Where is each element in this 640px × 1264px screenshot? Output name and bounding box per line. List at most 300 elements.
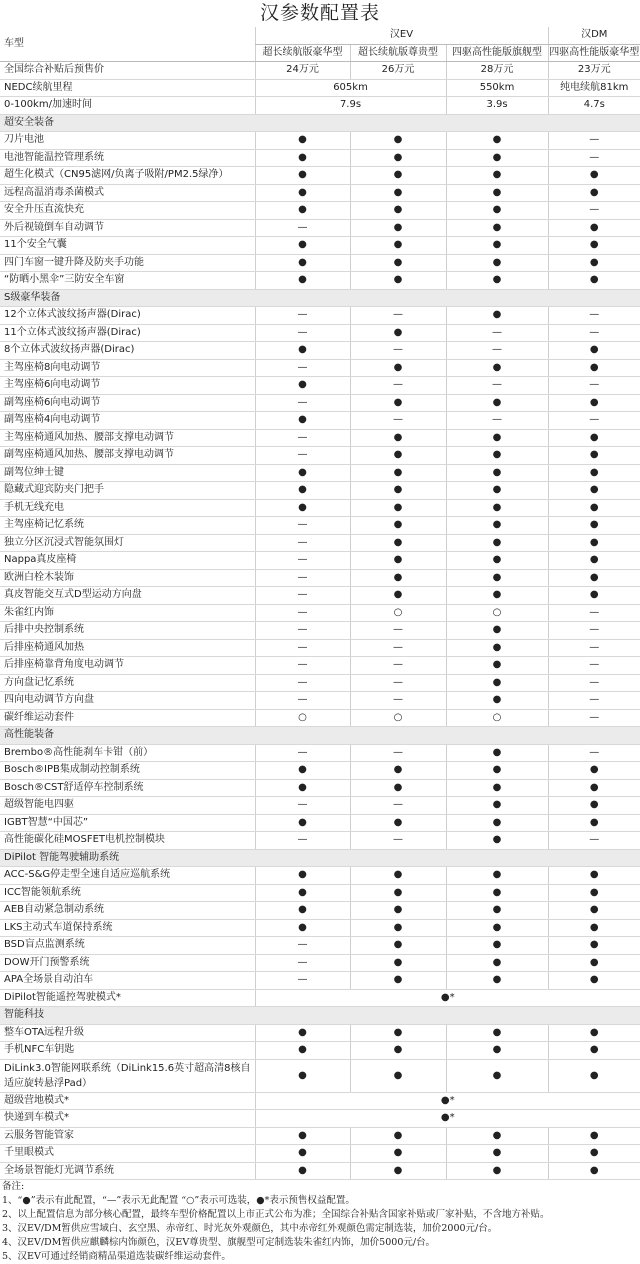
feature-value: ● (350, 569, 446, 587)
feature-value: ● (446, 657, 548, 675)
feature-value: ● (255, 1127, 350, 1145)
section-header (0, 849, 640, 867)
table-row (0, 1110, 640, 1128)
model-name: 超长续航版尊贵型 (350, 44, 446, 62)
feature-value: — (350, 832, 446, 850)
spec-value: 纯电续航81km (548, 79, 640, 97)
table-row (0, 499, 640, 517)
feature-value: — (548, 377, 640, 395)
feature-value: ● (255, 254, 350, 272)
feature-value: ● (548, 219, 640, 237)
feature-value: ● (548, 954, 640, 972)
feature-value: ● (446, 779, 548, 797)
table-row (0, 709, 640, 727)
feature-value: ● (350, 1059, 446, 1092)
table-row (0, 167, 640, 185)
feature-value: ○ (446, 604, 548, 622)
feature-label: 11个安全气囊 (0, 237, 255, 255)
feature-value: ● (548, 972, 640, 990)
feature-label: LKS主动式车道保持系统 (0, 919, 255, 937)
feature-value: ● (446, 972, 548, 990)
feature-label: 副驾座椅6向电动调节 (0, 394, 255, 412)
feature-label: 朱雀红内饰 (0, 604, 255, 622)
feature-label: Brembo®高性能刹车卡钳（前） (0, 744, 255, 762)
feature-value: — (350, 622, 446, 640)
feature-value: ● (446, 237, 548, 255)
spec-value: 23万元 (548, 62, 640, 80)
feature-label: DiPilot智能遥控驾驶模式* (0, 989, 255, 1007)
feature-label: 手机NFC车钥匙 (0, 1042, 255, 1060)
feature-label: 千里眼模式 (0, 1145, 255, 1163)
feature-value: ● (548, 499, 640, 517)
table-row (0, 184, 640, 202)
feature-value: — (255, 394, 350, 412)
table-row (0, 1127, 640, 1145)
table-row (0, 1059, 640, 1092)
feature-value: ● (548, 464, 640, 482)
feature-value: — (255, 534, 350, 552)
feature-value: ● (350, 552, 446, 570)
feature-value: ● (446, 954, 548, 972)
table-row (0, 359, 640, 377)
feature-value: — (548, 202, 640, 220)
feature-value: ● (446, 132, 548, 150)
note-line: 2、以上配置信息为部分核心配置，最终车型价格配置以上市正式公布为准；全国综合补贴含国家补贴或厂家补贴，不含地方补贴。 (2, 1209, 550, 1220)
feature-value: — (255, 307, 350, 325)
feature-value: ● (255, 1059, 350, 1092)
feature-value: ● (350, 534, 446, 552)
feature-value: ● (255, 482, 350, 500)
feature-value: ● (350, 1145, 446, 1163)
table-row (0, 447, 640, 465)
feature-value: — (255, 937, 350, 955)
table-row (0, 429, 640, 447)
feature-value: ○ (446, 709, 548, 727)
table-row (0, 517, 640, 535)
feature-label: 副驾座椅4向电动调节 (0, 412, 255, 430)
feature-value: ● (350, 184, 446, 202)
feature-value: — (350, 307, 446, 325)
table-row (0, 919, 640, 937)
feature-value: ● (446, 814, 548, 832)
feature-value: ● (255, 377, 350, 395)
feature-label: 副驾位绅士键 (0, 464, 255, 482)
section-header (0, 727, 640, 745)
table-row (0, 307, 640, 325)
feature-value: ● (446, 149, 548, 167)
feature-value: ● (548, 919, 640, 937)
table-row (0, 762, 640, 780)
feature-value: — (548, 639, 640, 657)
feature-value: ● (350, 1127, 446, 1145)
feature-value: — (255, 517, 350, 535)
group-ev: 汉EV (255, 27, 548, 44)
feature-value: ● (446, 464, 548, 482)
feature-value: ● (350, 447, 446, 465)
feature-value: ● (446, 499, 548, 517)
spec-value: 7.9s (255, 97, 446, 115)
feature-value: — (350, 674, 446, 692)
feature-value: ● (255, 167, 350, 185)
feature-value: — (350, 692, 446, 710)
feature-value: ● (446, 744, 548, 762)
feature-label: 主驾座椅8向电动调节 (0, 359, 255, 377)
feature-value: ● (548, 1059, 640, 1092)
feature-value: ○ (350, 604, 446, 622)
feature-value: ● (350, 272, 446, 290)
spec-value: 24万元 (255, 62, 350, 80)
feature-value: ● (446, 394, 548, 412)
feature-value: ○ (255, 709, 350, 727)
feature-value: ● (350, 972, 446, 990)
feature-value: ● (350, 814, 446, 832)
note-line: 1、“●”表示有此配置，“—”表示无此配置 “○”表示可选装，●*表示预售权益配置。 (2, 1195, 355, 1206)
section-title: 超安全装备 (0, 114, 640, 132)
feature-value: ● (446, 832, 548, 850)
feature-label: AEB自动紧急制动系统 (0, 902, 255, 920)
feature-value: ● (446, 167, 548, 185)
feature-value: — (255, 429, 350, 447)
spec-value: 28万元 (446, 62, 548, 80)
feature-label: 后排座椅靠背角度电动调节 (0, 657, 255, 675)
feature-value: ● (255, 184, 350, 202)
feature-value: — (548, 622, 640, 640)
feature-value: ● (548, 569, 640, 587)
feature-label: 外后视镜倒车自动调节 (0, 219, 255, 237)
feature-value: ● (548, 1042, 640, 1060)
feature-label: 主驾座椅记忆系统 (0, 517, 255, 535)
feature-value: ● (350, 359, 446, 377)
feature-value: — (446, 324, 548, 342)
feature-value: — (548, 412, 640, 430)
section-title: 高性能装备 (0, 727, 640, 745)
section-title: 智能科技 (0, 1007, 640, 1025)
feature-value: — (350, 797, 446, 815)
feature-value: ● (350, 1024, 446, 1042)
feature-value: ● (548, 1162, 640, 1180)
feature-value: — (255, 797, 350, 815)
feature-value: ● (548, 342, 640, 360)
feature-label: APA全场景自动泊车 (0, 972, 255, 990)
feature-value: ● (548, 482, 640, 500)
model-name: 四驱高性能版旗舰型 (446, 44, 548, 62)
table-row (0, 744, 640, 762)
feature-value: ● (350, 902, 446, 920)
spec-value: 605km (255, 79, 446, 97)
feature-value: ● (350, 324, 446, 342)
feature-value: — (446, 377, 548, 395)
feature-value: ● (350, 464, 446, 482)
feature-label: DOW开门预警系统 (0, 954, 255, 972)
feature-label: 隐藏式迎宾防夹门把手 (0, 482, 255, 500)
feature-value: ○ (350, 709, 446, 727)
feature-value: ● (548, 937, 640, 955)
feature-label: 主驾座椅6向电动调节 (0, 377, 255, 395)
feature-value: ● (350, 254, 446, 272)
feature-value: — (350, 412, 446, 430)
feature-value: ● (446, 884, 548, 902)
feature-value: ● (548, 1024, 640, 1042)
table-row (0, 342, 640, 360)
feature-value: ● (548, 884, 640, 902)
feature-value: ● (350, 779, 446, 797)
feature-value: — (255, 359, 350, 377)
feature-value: ● (255, 272, 350, 290)
feature-value: ● (446, 587, 548, 605)
feature-value: ● (255, 762, 350, 780)
feature-value: ● (255, 1042, 350, 1060)
feature-label: 欧洲白栓木装饰 (0, 569, 255, 587)
feature-label: 电池智能温控管理系统 (0, 149, 255, 167)
feature-value: ● (446, 937, 548, 955)
table-row (0, 1092, 640, 1110)
table-row (0, 622, 640, 640)
feature-value: — (548, 307, 640, 325)
feature-value: — (548, 832, 640, 850)
feature-value: — (255, 604, 350, 622)
feature-value: ● (446, 307, 548, 325)
table-row (0, 902, 640, 920)
feature-label: 安全升压直流快充 (0, 202, 255, 220)
feature-label: Nappa真皮座椅 (0, 552, 255, 570)
feature-value: ● (350, 762, 446, 780)
feature-value: — (548, 674, 640, 692)
feature-value: — (350, 639, 446, 657)
feature-label: 真皮智能交互式D型运动方向盘 (0, 587, 255, 605)
feature-label: “防晒小黑伞”三防安全车窗 (0, 272, 255, 290)
table-row (0, 237, 640, 255)
feature-value: ● (548, 447, 640, 465)
feature-value: ● (548, 587, 640, 605)
feature-label: DiLink3.0智能网联系统（DiLink15.6英寸超高清8核自适应旋转悬浮Pad） (0, 1059, 255, 1092)
table-row (0, 552, 640, 570)
feature-value: ● (446, 1162, 548, 1180)
feature-value: — (255, 832, 350, 850)
feature-value: ●* (255, 1110, 640, 1128)
feature-value: ● (255, 1024, 350, 1042)
feature-value: ● (350, 884, 446, 902)
feature-value: — (255, 569, 350, 587)
note-line: 4、汉EV/DM暂供应麒麟棕内饰颜色，汉EV尊贵型、旗舰型可定制选装朱雀红内饰，加价5000元/台。 (2, 1237, 436, 1248)
table-row (0, 884, 640, 902)
page-title: 汉参数配置表 (259, 2, 380, 24)
group-dm: 汉DM (548, 27, 640, 44)
feature-value: — (350, 657, 446, 675)
feature-value: ● (350, 517, 446, 535)
feature-label: 副驾座椅通风加热、腰部支撑电动调节 (0, 447, 255, 465)
feature-value: ● (548, 762, 640, 780)
feature-value: — (255, 972, 350, 990)
feature-value: ● (350, 954, 446, 972)
feature-label: 超级智能电四驱 (0, 797, 255, 815)
feature-value: ● (255, 464, 350, 482)
notes-heading: 备注: (2, 1181, 25, 1192)
feature-value: ● (548, 394, 640, 412)
feature-value: ● (255, 149, 350, 167)
feature-label: Bosch®IPB集成制动控制系统 (0, 762, 255, 780)
feature-label: 8个立体式波纹扬声器(Dirac) (0, 342, 255, 360)
feature-label: Bosch®CST舒适停车控制系统 (0, 779, 255, 797)
feature-value: ● (548, 254, 640, 272)
section-header (0, 289, 640, 307)
feature-value: ● (255, 779, 350, 797)
feature-value: ● (446, 202, 548, 220)
feature-value: — (548, 709, 640, 727)
table-row (0, 534, 640, 552)
feature-value: ● (255, 902, 350, 920)
feature-value: ● (350, 429, 446, 447)
feature-value: ● (446, 429, 548, 447)
table-row (0, 657, 640, 675)
feature-value: ● (350, 937, 446, 955)
feature-label: 碳纤维运动套件 (0, 709, 255, 727)
feature-value: ● (548, 184, 640, 202)
feature-label: 刀片电池 (0, 132, 255, 150)
feature-value: — (255, 552, 350, 570)
table-row (0, 482, 640, 500)
feature-label: 超级营地模式* (0, 1092, 255, 1110)
feature-value: ● (446, 482, 548, 500)
feature-value: ● (255, 1145, 350, 1163)
feature-value: — (255, 447, 350, 465)
table-row (0, 1145, 640, 1163)
feature-value: ● (255, 412, 350, 430)
feature-value: ● (446, 447, 548, 465)
table-row (0, 972, 640, 990)
feature-value: ● (446, 762, 548, 780)
feature-value: — (446, 412, 548, 430)
spec-label: 全国综合补贴后预售价 (0, 62, 255, 80)
feature-value: ● (548, 534, 640, 552)
feature-label: 超生化模式（CN95滤网/负离子吸附/PM2.5绿净） (0, 167, 255, 185)
feature-label: 高性能碳化硅MOSFET电机控制模块 (0, 832, 255, 850)
feature-value: ● (548, 1127, 640, 1145)
feature-value: — (548, 324, 640, 342)
table-row (0, 272, 640, 290)
feature-value: ● (350, 149, 446, 167)
table-row (0, 149, 640, 167)
feature-value: ● (350, 1162, 446, 1180)
table-row (0, 254, 640, 272)
table-row (0, 377, 640, 395)
feature-value: ● (548, 779, 640, 797)
feature-value: ● (548, 1145, 640, 1163)
spec-value: 4.7s (548, 97, 640, 115)
feature-label: 整车OTA远程升级 (0, 1024, 255, 1042)
spec-value: 550km (446, 79, 548, 97)
feature-value: ● (446, 359, 548, 377)
feature-value: ● (446, 1127, 548, 1145)
feature-value: ● (446, 674, 548, 692)
feature-value: ● (446, 569, 548, 587)
feature-value: ● (446, 254, 548, 272)
feature-value: ● (446, 552, 548, 570)
spec-label: 0-100km/加速时间 (0, 97, 255, 115)
feature-label: BSD盲点监测系统 (0, 937, 255, 955)
feature-value: ● (350, 919, 446, 937)
feature-value: ● (255, 867, 350, 885)
feature-value: ● (255, 237, 350, 255)
spec-value: 26万元 (350, 62, 446, 80)
table-row (0, 954, 640, 972)
model-name: 超长续航版豪华型 (255, 44, 350, 62)
price-row (0, 62, 640, 80)
feature-value: ● (255, 884, 350, 902)
table-row (0, 412, 640, 430)
feature-value: ● (548, 797, 640, 815)
feature-value: ● (255, 919, 350, 937)
feature-value: ● (446, 919, 548, 937)
section-title: DiPilot 智能驾驶辅助系统 (0, 849, 640, 867)
table-row (0, 569, 640, 587)
table-row (0, 1162, 640, 1180)
feature-value: — (255, 744, 350, 762)
feature-value: ● (350, 394, 446, 412)
spec-value: 3.9s (446, 97, 548, 115)
section-header (0, 1007, 640, 1025)
spec-label: NEDC续航里程 (0, 79, 255, 97)
feature-value: ● (548, 517, 640, 535)
feature-value: ● (255, 202, 350, 220)
feature-label: ACC-S&G停走型全速自适应巡航系统 (0, 867, 255, 885)
feature-value: ● (548, 867, 640, 885)
feature-value: ● (350, 587, 446, 605)
spec-table (0, 27, 640, 1180)
feature-value: ● (446, 867, 548, 885)
feature-value: ● (446, 1042, 548, 1060)
feature-value: ● (350, 202, 446, 220)
row-label-header: 车型 (0, 27, 255, 62)
feature-value: — (255, 657, 350, 675)
table-row (0, 132, 640, 150)
feature-label: ICC智能领航系统 (0, 884, 255, 902)
range-row (0, 79, 640, 97)
table-row (0, 604, 640, 622)
feature-value: ● (548, 814, 640, 832)
feature-value: ● (446, 797, 548, 815)
feature-value: ● (350, 219, 446, 237)
feature-value: ● (446, 1059, 548, 1092)
feature-value: — (350, 342, 446, 360)
feature-label: 11个立体式波纹扬声器(Dirac) (0, 324, 255, 342)
feature-value: — (255, 692, 350, 710)
feature-value: — (548, 604, 640, 622)
table-row (0, 394, 640, 412)
notes (0, 1180, 640, 1264)
note-line: 3、汉EV/DM暂供应雪域白、玄空黑、赤帝红、时光灰外观颜色，其中赤帝红外观颜色需定制选装，加价2000元/台。 (2, 1223, 498, 1234)
table-row (0, 324, 640, 342)
feature-value: ● (446, 184, 548, 202)
table-row (0, 937, 640, 955)
feature-value: ● (548, 359, 640, 377)
feature-value: — (255, 954, 350, 972)
table-row (0, 867, 640, 885)
table-row (0, 989, 640, 1007)
feature-value: ● (350, 867, 446, 885)
table-row (0, 779, 640, 797)
feature-value: ● (350, 482, 446, 500)
feature-value: — (255, 219, 350, 237)
feature-label: 独立分区沉浸式智能氛围灯 (0, 534, 255, 552)
feature-value: — (255, 674, 350, 692)
feature-value: ● (446, 1145, 548, 1163)
feature-value: ● (548, 429, 640, 447)
feature-value: ● (255, 342, 350, 360)
feature-value: ● (548, 237, 640, 255)
feature-value: ● (548, 552, 640, 570)
feature-value: — (350, 744, 446, 762)
feature-value: ● (446, 1024, 548, 1042)
